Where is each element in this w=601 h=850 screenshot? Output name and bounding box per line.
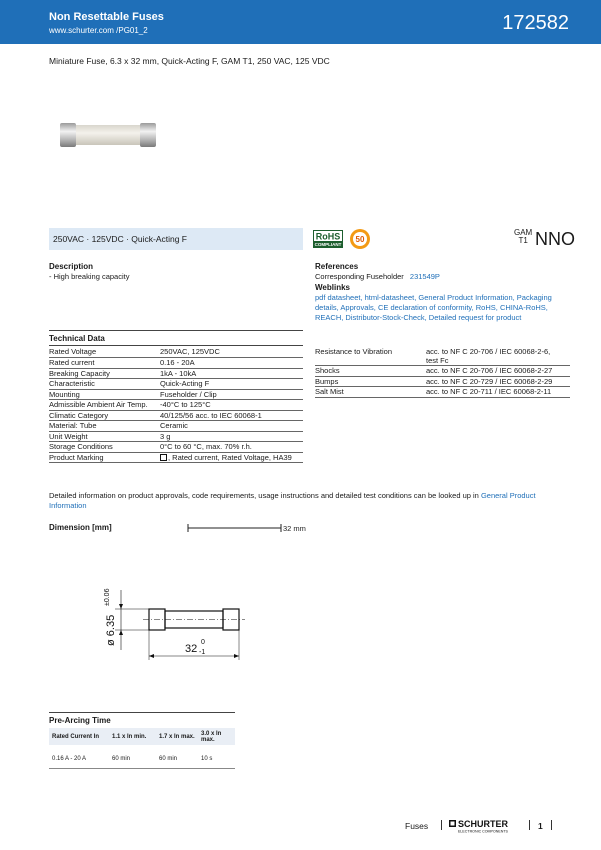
dimension-heading: Dimension [mm] [49,523,112,532]
spec-value [160,452,303,463]
spec-value: acc. to NF C 20-711 / IEC 60068-2-11 [426,387,570,398]
pre-arcing-table [49,728,235,769]
spec-label: Admissible Ambient Air Temp. [49,400,160,411]
references-line [315,272,440,281]
table-row [49,410,303,421]
table-cell: 10 s [198,751,235,768]
product-subtitle: Miniature Fuse, 6.3 x 32 mm, Quick-Acting F, GAM T1, 250 VAC, 125 VDC [49,56,330,66]
technical-rule-top [49,330,303,331]
pre-arcing-rule [49,712,235,713]
table-row [49,347,303,358]
rohs-icon [313,230,343,248]
table-row [315,366,570,377]
nno-mark: NNO [535,229,575,249]
table-row [49,751,235,768]
spec-value: 0°C to 60 °C, max. 70% r.h. [160,442,303,453]
pre-arcing-heading: Pre-Arcing Time [49,716,111,725]
part-number: 172582 [502,12,569,34]
references-label: Corresponding Fuseholder [315,272,404,281]
length-label: 32 [185,643,198,655]
weblinks-list[interactable]: pdf datasheet, html-datasheet, General Product Information, Packaging details, Approvals, CE declaration of conformity, RoHS, CHINA-RoHS, REACH, Distributor-Stock-Check, Detailed request for product [315,293,552,322]
column-header: 3.0 x In max. [198,728,235,745]
spec-value-text: , Rated current, Rated Voltage, HA39 [168,452,292,462]
spec-label: Rated current [49,358,160,369]
footer-divider [529,820,530,830]
dimension-drawing [95,580,265,670]
spec-label: Unit Weight [49,431,160,442]
spec-value: Ceramic [160,421,303,432]
spec-value: 0.16 - 20A [160,358,303,369]
gam-mark [514,229,532,245]
footer-divider [551,820,552,830]
table-row [315,347,570,366]
info-note-text: Detailed information on product approvals, code requirements, usage instructions and detailed test conditions can be looked up in [49,491,481,500]
spec-value: acc. to NF C 20-706 / IEC 60068-2-27 [426,366,570,377]
spec-label: Mounting [49,389,160,400]
description-heading: Description [49,262,94,271]
brand-subtext: ELECTRONIC COMPONENTS [458,829,508,834]
fifty-text: 50 [355,235,365,244]
brand-text: SCHURTER [458,819,509,829]
page-header [0,0,601,44]
rohs-text: RoHS [315,231,341,242]
rating-band: 250VAC · 125VDC · Quick-Acting F [49,228,303,250]
length-tol-upper: 0 [201,639,205,646]
spec-label: Shocks [315,366,426,377]
spec-value-line: acc. to NF C 20-706 / IEC 60068-2-6, [426,347,551,356]
table-row [49,400,303,411]
references-heading: References [315,262,359,271]
fifty-year-icon [349,228,371,250]
scale-bar [187,521,327,535]
technical-heading: Technical Data [49,334,105,343]
general-info-link[interactable]: General Product Information [49,491,536,510]
table-row [49,389,303,400]
column-header: 1.1 x In min. [109,728,156,745]
table-row [49,368,303,379]
footer-section: Fuses [405,821,429,831]
table-row [49,442,303,453]
scale-label: 32 mm [283,524,306,533]
info-note [49,491,569,511]
spec-value: acc. to NF C 20-729 / IEC 60068-2-29 [426,376,570,387]
spec-value: Fuseholder / Clip [160,389,303,400]
spec-label: Characteristic [49,379,160,390]
spec-value: -40°C to 125°C [160,400,303,411]
spec-label: Resistance to Vibration [315,347,426,366]
technical-table-right [315,347,570,398]
description-item: - High breaking capacity [49,272,130,281]
spec-value-line: test Fc [426,356,449,365]
table-row [49,431,303,442]
pre-arcing-header-row [49,728,235,745]
fuse-body [74,125,142,145]
fuseholder-link[interactable]: 231549P [409,272,440,281]
spec-value [426,347,570,366]
rohs-subtext: COMPLIANT [314,242,342,247]
technical-rule [49,345,303,346]
footer-divider [441,820,442,830]
spec-label: Bumps [315,376,426,387]
table-cell: 60 min [156,751,198,768]
spec-label: Storage Conditions [49,442,160,453]
technical-table-left [49,347,303,463]
spec-label: Salt Mist [315,387,426,398]
table-row [49,421,303,432]
schurter-logo [449,818,527,834]
table-row [315,387,570,398]
table-cell: 60 min [109,751,156,768]
table-row [49,452,303,463]
spec-label: Breaking Capacity [49,368,160,379]
spec-label: Climatic Category [49,410,160,421]
spec-label: Rated Voltage [49,347,160,358]
page-number: 1 [538,821,543,831]
spec-value: 3 g [160,431,303,442]
spec-label: Material: Tube [49,421,160,432]
fuse-photo [60,122,156,148]
schurter-mark-icon [160,454,167,461]
weblinks-heading: Weblinks [315,283,350,292]
spec-value: 40/125/56 acc. to IEC 60068-1 [160,410,303,421]
table-cell: 0.16 A - 20 A [49,751,109,768]
fuse-cap-left [60,123,76,147]
header-title: Non Resettable Fuses [49,11,164,23]
diameter-tolerance: ±0.06 [104,588,111,606]
table-row [315,376,570,387]
table-row [49,358,303,369]
spec-label: Product Marking [49,452,160,463]
spec-value: Quick-Acting F [160,379,303,390]
spec-value: 250VAC, 125VDC [160,347,303,358]
diameter-label: ø 6.35 [105,614,117,646]
column-header: Rated Current In [49,728,109,745]
table-row [49,379,303,390]
fuse-cap-right [140,123,156,147]
header-url[interactable]: www.schurter.com /PG01_2 [49,26,148,35]
column-header: 1.7 x In max. [156,728,198,745]
gam-bottom: T1 [518,236,528,245]
length-tol-lower: -1 [199,649,206,656]
gam-top: GAM [514,228,533,237]
spec-value: 1kA - 10kA [160,368,303,379]
